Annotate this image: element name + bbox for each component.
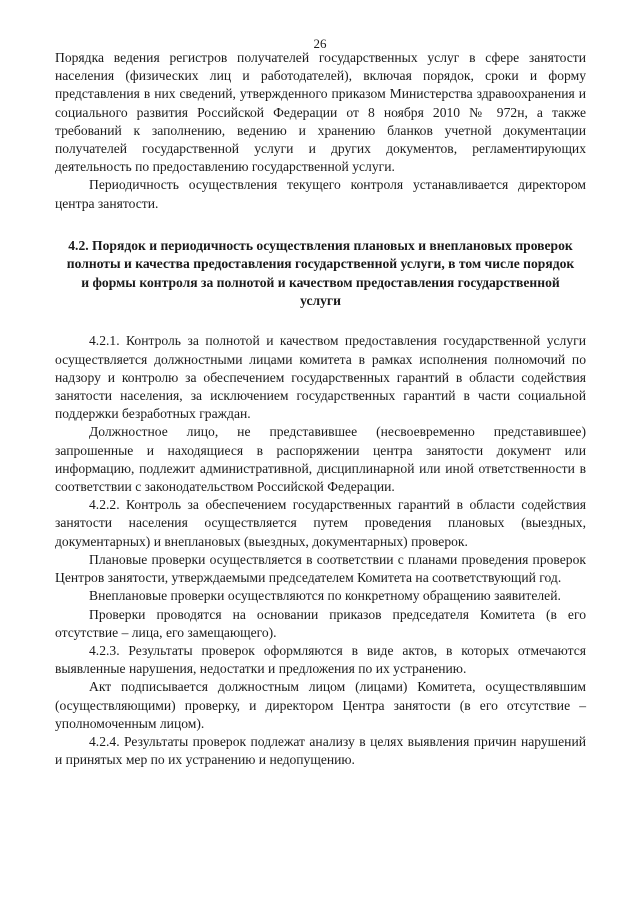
- paragraph: Периодичность осуществления текущего контроля устанавливается директором центра занятости.: [55, 177, 586, 211]
- paragraph: Порядка ведения регистров получателей государственных услуг в сфере занятости населения (физических лиц и работодателей), включая порядок, сроки и форму представления в них сведений, утвержденного приказом Министерства здравоохранения и социального развития Российской Федерации от 8 ноября 2010 № 972н, а также требований к заполнению, ведению и хранению бланков учетной документации получателей государственной услуги и других документов, регламентирующих деятельность по предоставлению государственной услуги.: [55, 50, 586, 175]
- paragraph: Внеплановые проверки осуществляются по конкретному обращению заявителей.: [89, 588, 561, 604]
- document-body: [55, 49, 586, 769]
- paragraph: 4.2.1. Контроль за полнотой и качеством предоставления государственной услуги осуществляется должностными лицами комитета в рамках исполнения полномочий по надзору и контролю за обеспечением государственных гарантий в области содействия занятости населения, за исключением государственных гарантий в части социальной поддержки безработных граждан.: [55, 333, 586, 422]
- paragraph: 4.2.2. Контроль за обеспечением государственных гарантий в области содействия занятости населения осуществляется путем проведения плановых (выездных, документарных) и внеплановых (выездных, документарных) проверок.: [55, 497, 586, 549]
- paragraph: 4.2.3. Результаты проверок оформляются в виде актов, в которых отмечаются выявленные нарушения, недостатки и предложения по их устранению.: [55, 642, 586, 677]
- paragraph: Проверки проводятся на основании приказов председателя Комитета (в его отсутствие – лица, его замещающего).: [55, 606, 586, 640]
- paragraph: Должностное лицо, не представившее (несвоевременно представившее) запрошенные и находящиеся в распоряжении центра занятости документ или информацию, подлежит административной, дисциплинарной или иной ответственности в соответствии с законодательством Российской Федерации.: [55, 424, 586, 495]
- section-heading: 4.2. Порядок и периодичность осуществления плановых и внеплановых проверок полноты и качества предоставления государственной услуги, в том числе порядок и формы контроля за полнотой и качеством предоставления государственной услуги: [66, 237, 575, 309]
- paragraph: 4.2.4. Результаты проверок подлежат анализу в целях выявления причин нарушений и принятых мер по их устранению и недопущению.: [55, 733, 586, 768]
- paragraph: Плановые проверки осуществляется в соответствии с планами проведения проверок Центров занятости, утверждаемыми председателем Комитета на соответствующий год.: [55, 551, 586, 586]
- paragraph: Акт подписывается должностным лицом (лицами) Комитета, осуществлявшим (осуществляющими) проверку, и директором Центра занятости (в его отсутствие – уполномоченным лицом).: [55, 679, 586, 731]
- page-number: 26: [313, 36, 327, 51]
